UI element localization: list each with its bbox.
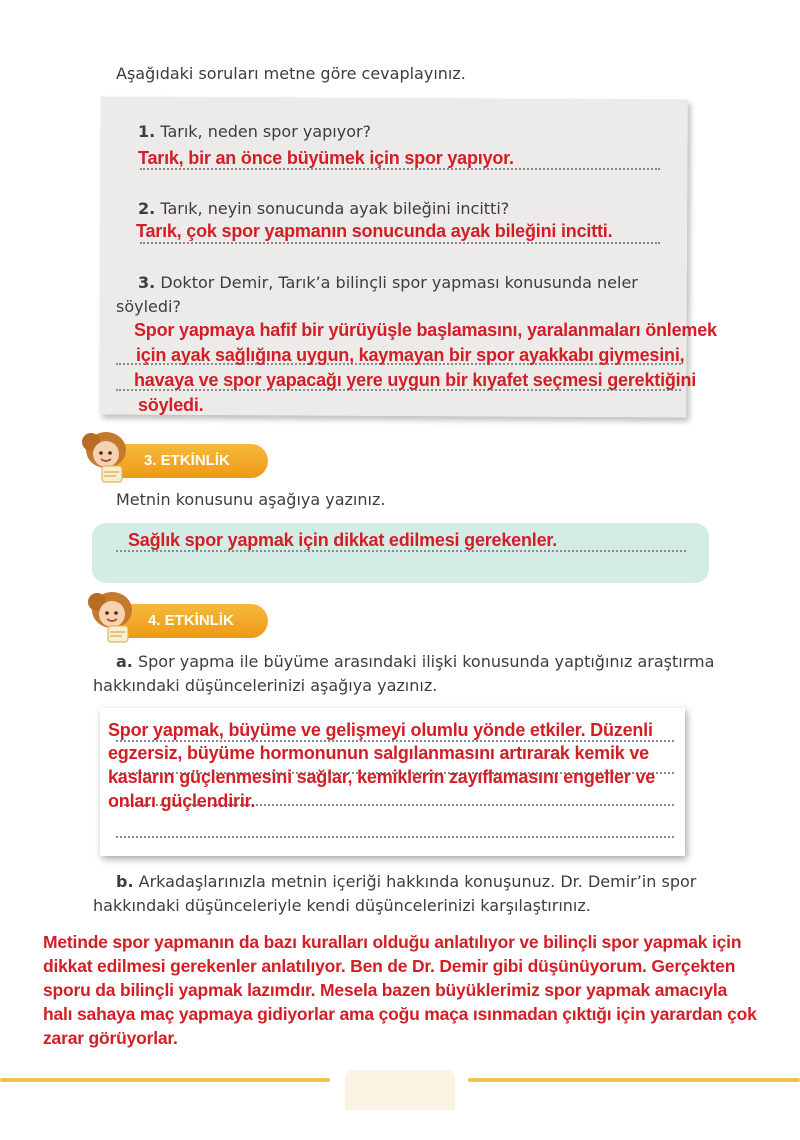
question-1-text: Tarık, neden spor yapıyor? [160, 122, 372, 141]
answer-2-text: Tarık, çok spor yapmanın sonucunda ayak bileğini incitti. [136, 221, 613, 241]
part-b-text-2: hakkındaki düşünceleriyle kendi düşüncelerinizi karşılaştırınız. [93, 896, 591, 915]
part-a-answer-1: Spor yapmak, büyüme ve gelişmeyi olumlu yönde etkiler. Düzenli [108, 720, 653, 740]
answer-3-text-1: Spor yapmaya hafif bir yürüyüşle başlamasını, yaralanmaları önlemek [134, 320, 717, 340]
part-b-label: b. [116, 872, 134, 891]
part-b-answer-5: zarar görüyorlar. [43, 1028, 178, 1048]
footer-line-left [0, 1078, 330, 1082]
answer-3-text-4: söyledi. [138, 395, 204, 415]
footer-page-tab [345, 1070, 455, 1110]
part-a-text-2: hakkındaki düşüncelerinizi aşağıya yazınız. [93, 676, 438, 695]
instruction-text: Aşağıdaki soruları metne göre cevaplayınız. [116, 64, 466, 83]
footer-line-right [468, 1078, 800, 1082]
answer-2-line [140, 242, 660, 244]
topic-answer-text: Sağlık spor yapmak için dikkat edilmesi gerekenler. [128, 530, 558, 550]
answer-3-text-2: için ayak sağlığına uygun, kaymayan bir spor ayakkabı giymesini, [136, 345, 685, 365]
part-a-line-4 [116, 836, 674, 838]
activity-3-badge: 3. ETKİNLİK [106, 444, 268, 478]
girl-mascot-icon-2 [84, 588, 142, 650]
part-a-answer-4: onları güçlendirir. [108, 791, 256, 811]
question-3-number: 3. [138, 273, 156, 292]
part-b-answer-3: sporu da bilinçli yapmak lazımdır. Mesela bazen büyüklerimiz spor yapmak amacıyla [43, 980, 728, 1000]
question-3-text: Doktor Demir, Tarık’a bilinçli spor yapması konusunda neler [160, 273, 638, 292]
part-a-label: a. [116, 652, 133, 671]
answer-3-text-3: havaya ve spor yapacağı yere uygun bir kıyafet seçmesi gerektiğini [134, 370, 697, 390]
activity-4-badge: 4. ETKİNLİK [110, 604, 268, 638]
question-2-number: 2. [138, 199, 156, 218]
part-b-answer-4: halı sahaya maç yapmaya gidiyorlar ama çoğu maça ısınmadan çıktığı için yarardan çok [43, 1004, 757, 1024]
part-a-text-1: Spor yapma ile büyüme arasındaki ilişki konusunda yaptığınız araştırma [137, 652, 715, 671]
girl-mascot-icon [78, 428, 136, 490]
question-1-number: 1. [138, 122, 156, 141]
part-a-answer-2: egzersiz, büyüme hormonunun salgılanmasını artırarak kemik ve [108, 743, 649, 763]
part-a-answer-3: kasların güçlenmesini sağlar, kemiklerin zayıflamasını engeller ve [108, 767, 656, 787]
question-3-text-2: söyledi? [116, 297, 181, 316]
part-b-answer-2: dikkat edilmesi gerekenler anlatılıyor. Ben de Dr. Demir gibi düşünüyorum. Gerçekten [43, 956, 736, 976]
part-b-text-1: Arkadaşlarınızla metnin içeriği hakkında konuşunuz. Dr. Demir’in spor [138, 872, 697, 891]
activity-3-instruction: Metnin konusunu aşağıya yazınız. [116, 490, 386, 509]
answer-1-text: Tarık, bir an önce büyümek için spor yapıyor. [138, 148, 514, 168]
question-2-text: Tarık, neyin sonucunda ayak bileğini incitti? [160, 199, 510, 218]
part-b-answer-1: Metinde spor yapmanın da bazı kuralları olduğu anlatılıyor ve bilinçli spor yapmak için [43, 932, 742, 952]
